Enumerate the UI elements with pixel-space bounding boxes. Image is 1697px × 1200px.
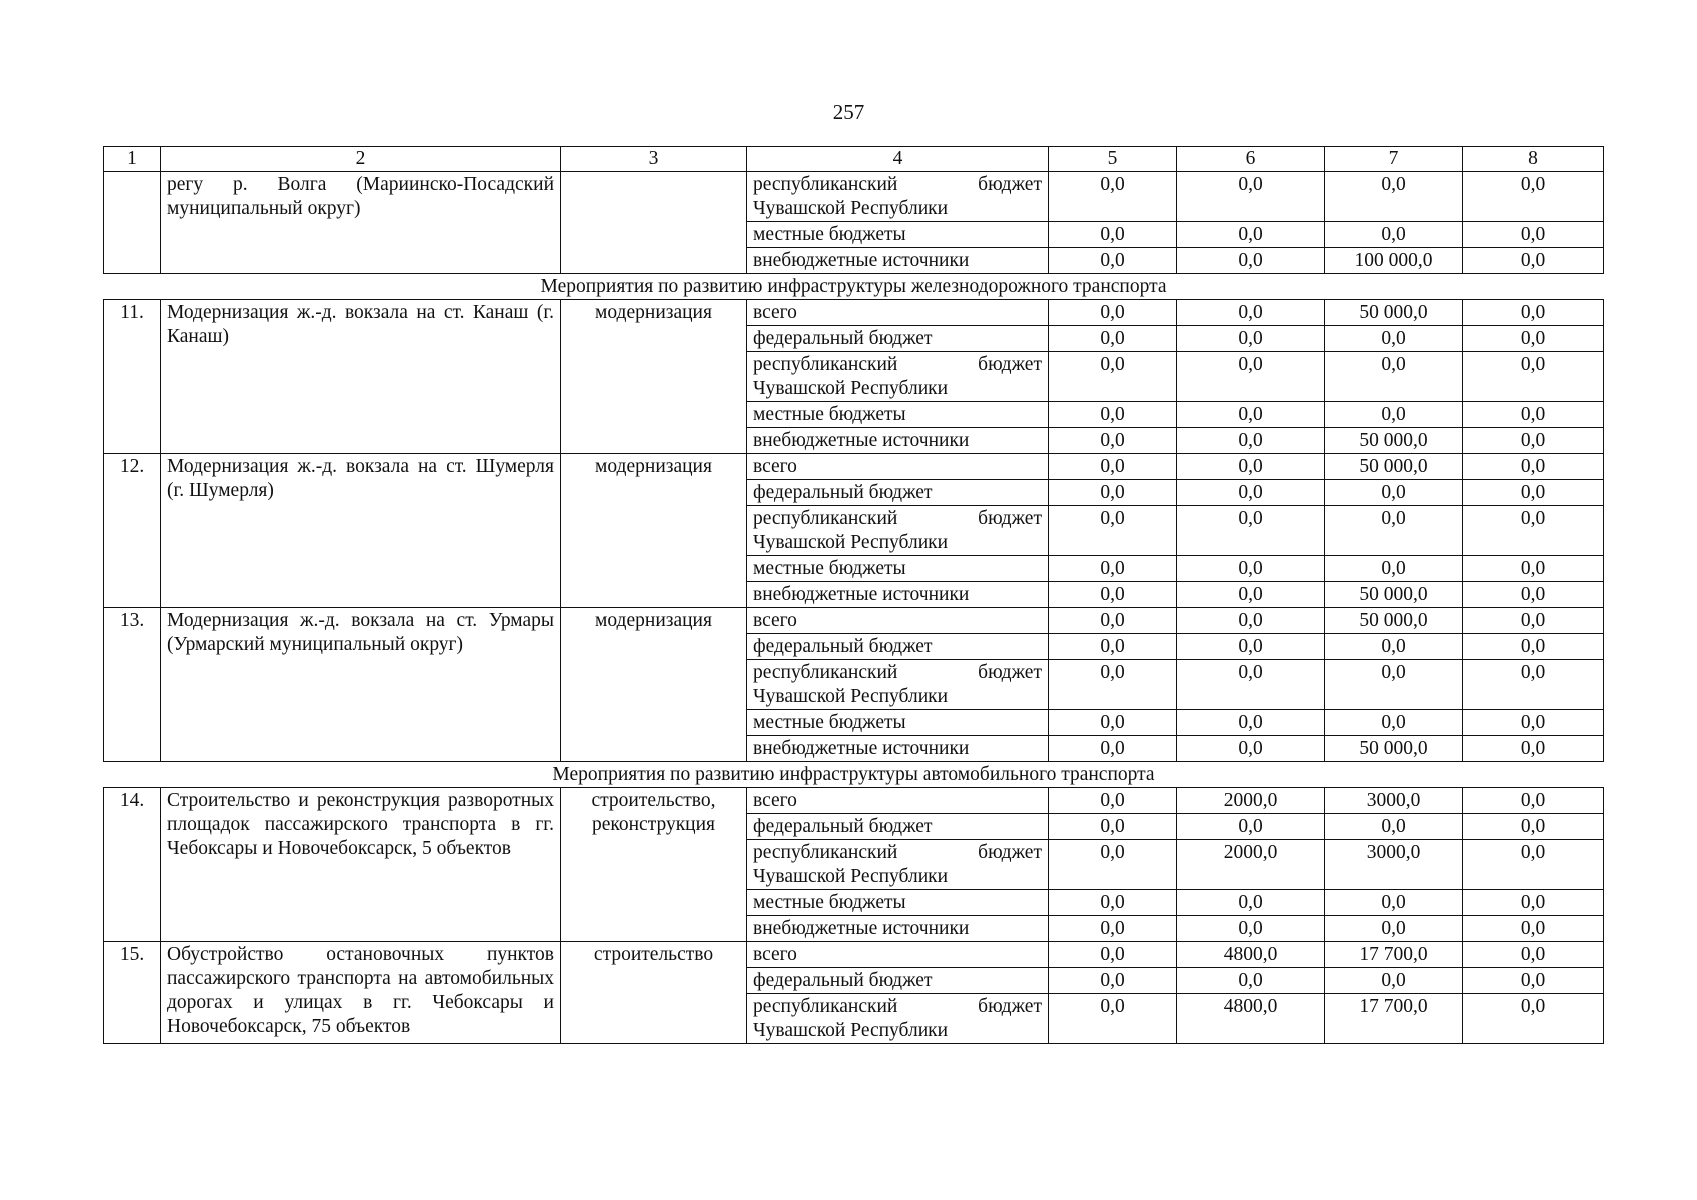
amount-cell-c7: 17 700,0 — [1325, 942, 1463, 968]
funding-source-cell — [747, 506, 1049, 556]
amount-cell-c7: 0,0 — [1325, 660, 1463, 710]
item-number: 12. — [104, 454, 161, 608]
amount-cell-c6: 0,0 — [1177, 660, 1325, 710]
amount-cell-c5: 0,0 — [1049, 480, 1177, 506]
funding-source-cell — [747, 840, 1049, 890]
amount-cell-c8: 0,0 — [1463, 454, 1604, 480]
amount-cell-c7: 0,0 — [1325, 968, 1463, 994]
section-heading-road-row — [104, 762, 1604, 788]
amount-cell-c6: 0,0 — [1177, 402, 1325, 428]
amount-cell-c7: 17 700,0 — [1325, 994, 1463, 1044]
funding-source-cell — [747, 582, 1049, 608]
amount-cell-c8: 0,0 — [1463, 736, 1604, 762]
work-type: модернизация — [561, 454, 747, 608]
funding-source-cell — [747, 890, 1049, 916]
amount-cell-c5: 0,0 — [1049, 608, 1177, 634]
amount-cell-c5: 0,0 — [1049, 942, 1177, 968]
amount-cell-c6: 4800,0 — [1177, 994, 1325, 1044]
amount-cell-c8: 0,0 — [1463, 506, 1604, 556]
amount-cell-c6: 0,0 — [1177, 222, 1325, 248]
amount-cell-c7: 50 000,0 — [1325, 300, 1463, 326]
column-header-1: 1 — [104, 147, 161, 172]
column-header-5: 5 — [1049, 147, 1177, 172]
amount-cell-c7: 100 000,0 — [1325, 248, 1463, 274]
item-name: Обустройство остановочных пунктов пассажирского транспорта на автомобильных дорогах и улицах в гг. Чебоксары и Новочебоксарск, 75 объектов — [161, 942, 561, 1044]
funding-source-label: федеральный бюджет — [753, 816, 933, 837]
funding-source-cell — [747, 736, 1049, 762]
amount-cell-c7: 0,0 — [1325, 402, 1463, 428]
amount-cell-c8: 0,0 — [1463, 788, 1604, 814]
funding-source-cell — [747, 454, 1049, 480]
amount-cell-c6: 2000,0 — [1177, 788, 1325, 814]
funding-source-cell — [747, 942, 1049, 968]
amount-cell-c5: 0,0 — [1049, 300, 1177, 326]
funding-source-label: местные бюджеты — [753, 404, 906, 425]
funding-source-line: Чувашской Республики — [753, 866, 949, 887]
table-row — [104, 608, 1604, 634]
funding-source-cell — [747, 300, 1049, 326]
amount-cell-c7: 0,0 — [1325, 480, 1463, 506]
table-row — [104, 942, 1604, 968]
amount-cell-c7: 0,0 — [1325, 814, 1463, 840]
amount-cell-c8: 0,0 — [1463, 480, 1604, 506]
funding-source-line: республиканский бюджет — [753, 508, 1042, 529]
amount-cell-c5: 0,0 — [1049, 402, 1177, 428]
amount-cell-c6: 0,0 — [1177, 248, 1325, 274]
column-header-6: 6 — [1177, 147, 1325, 172]
amount-cell-c5: 0,0 — [1049, 326, 1177, 352]
amount-cell-c5: 0,0 — [1049, 352, 1177, 402]
amount-cell-c8: 0,0 — [1463, 968, 1604, 994]
budget-table — [103, 146, 1604, 1044]
amount-cell-c5: 0,0 — [1049, 710, 1177, 736]
amount-cell-c8: 0,0 — [1463, 402, 1604, 428]
funding-source-label: внебюджетные источники — [753, 250, 970, 271]
amount-cell-c8: 0,0 — [1463, 660, 1604, 710]
amount-cell-c6: 0,0 — [1177, 454, 1325, 480]
funding-source-label: внебюджетные источники — [753, 738, 970, 759]
amount-cell-c6: 0,0 — [1177, 172, 1325, 222]
amount-cell-c6: 0,0 — [1177, 890, 1325, 916]
amount-cell-c6: 0,0 — [1177, 814, 1325, 840]
funding-source-cell — [747, 172, 1049, 222]
item-number: 13. — [104, 608, 161, 762]
amount-cell-c6: 0,0 — [1177, 968, 1325, 994]
amount-cell-c8: 0,0 — [1463, 556, 1604, 582]
amount-cell-c6: 0,0 — [1177, 480, 1325, 506]
amount-cell-c8: 0,0 — [1463, 634, 1604, 660]
amount-cell-c7: 0,0 — [1325, 352, 1463, 402]
column-header-2: 2 — [161, 147, 561, 172]
funding-source-label: местные бюджеты — [753, 224, 906, 245]
amount-cell-c5: 0,0 — [1049, 994, 1177, 1044]
work-type: строительство, реконструкция — [561, 788, 747, 942]
amount-cell-c8: 0,0 — [1463, 890, 1604, 916]
funding-source-line: республиканский бюджет — [753, 354, 1042, 375]
amount-cell-c8: 0,0 — [1463, 222, 1604, 248]
amount-cell-c8: 0,0 — [1463, 248, 1604, 274]
funding-source-line: Чувашской Республики — [753, 198, 949, 219]
item-name-line: регу р. Волга (Мариинско-Посадский — [167, 174, 554, 195]
amount-cell-c6: 0,0 — [1177, 506, 1325, 556]
funding-source-label: внебюджетные источники — [753, 918, 970, 939]
item-number: 14. — [104, 788, 161, 942]
item-name-line: муниципальный округ) — [167, 198, 361, 219]
funding-source-cell — [747, 222, 1049, 248]
amount-cell-c5: 0,0 — [1049, 248, 1177, 274]
amount-cell-c5: 0,0 — [1049, 814, 1177, 840]
amount-cell-c6: 0,0 — [1177, 634, 1325, 660]
amount-cell-c5: 0,0 — [1049, 890, 1177, 916]
amount-cell-c8: 0,0 — [1463, 428, 1604, 454]
table-row — [104, 454, 1604, 480]
item-name-cell — [161, 172, 561, 274]
work-type: модернизация — [561, 300, 747, 454]
funding-source-label: всего — [753, 944, 797, 965]
funding-source-cell — [747, 248, 1049, 274]
amount-cell-c7: 50 000,0 — [1325, 454, 1463, 480]
amount-cell-c6: 0,0 — [1177, 608, 1325, 634]
funding-source-label: внебюджетные источники — [753, 584, 970, 605]
item-name: Модернизация ж.-д. вокзала на ст. Канаш (г. Канаш) — [161, 300, 561, 454]
amount-cell-c8: 0,0 — [1463, 814, 1604, 840]
amount-cell-c8: 0,0 — [1463, 352, 1604, 402]
amount-cell-c8: 0,0 — [1463, 172, 1604, 222]
funding-source-cell — [747, 814, 1049, 840]
amount-cell-c8: 0,0 — [1463, 608, 1604, 634]
column-header-7: 7 — [1325, 147, 1463, 172]
amount-cell-c7: 0,0 — [1325, 710, 1463, 736]
funding-source-label: всего — [753, 456, 797, 477]
amount-cell-c7: 0,0 — [1325, 222, 1463, 248]
funding-source-line: Чувашской Республики — [753, 686, 949, 707]
amount-cell-c7: 0,0 — [1325, 172, 1463, 222]
amount-cell-c5: 0,0 — [1049, 582, 1177, 608]
work-type-cell — [561, 172, 747, 274]
amount-cell-c8: 0,0 — [1463, 994, 1604, 1044]
funding-source-label: внебюджетные источники — [753, 430, 970, 451]
table-row — [104, 788, 1604, 814]
amount-cell-c6: 0,0 — [1177, 710, 1325, 736]
amount-cell-c6: 0,0 — [1177, 428, 1325, 454]
item-name: Модернизация ж.-д. вокзала на ст. Шумерля (г. Шумерля) — [161, 454, 561, 608]
funding-source-label: местные бюджеты — [753, 892, 906, 913]
amount-cell-c7: 0,0 — [1325, 890, 1463, 916]
funding-source-label: всего — [753, 302, 797, 323]
continuation-row — [104, 172, 1604, 222]
amount-cell-c7: 0,0 — [1325, 634, 1463, 660]
page-number: 257 — [832, 100, 865, 124]
funding-source-label: всего — [753, 790, 797, 811]
column-number-header-row — [104, 147, 1604, 172]
funding-source-line: республиканский бюджет — [753, 174, 1042, 195]
amount-cell-c5: 0,0 — [1049, 736, 1177, 762]
amount-cell-c7: 50 000,0 — [1325, 608, 1463, 634]
funding-source-label: местные бюджеты — [753, 558, 906, 579]
section-heading-railway: Мероприятия по развитию инфраструктуры железнодорожного транспорта — [104, 274, 1604, 300]
item-number: 11. — [104, 300, 161, 454]
amount-cell-c5: 0,0 — [1049, 556, 1177, 582]
funding-source-cell — [747, 608, 1049, 634]
amount-cell-c7: 3000,0 — [1325, 840, 1463, 890]
funding-source-cell — [747, 660, 1049, 710]
funding-source-label: местные бюджеты — [753, 712, 906, 733]
work-type: строительство — [561, 942, 747, 1044]
amount-cell-c8: 0,0 — [1463, 710, 1604, 736]
amount-cell-c6: 0,0 — [1177, 352, 1325, 402]
funding-source-line: республиканский бюджет — [753, 842, 1042, 863]
table-row — [104, 300, 1604, 326]
amount-cell-c5: 0,0 — [1049, 634, 1177, 660]
funding-source-line: Чувашской Республики — [753, 1020, 949, 1041]
funding-source-label: федеральный бюджет — [753, 970, 933, 991]
amount-cell-c7: 0,0 — [1325, 916, 1463, 942]
funding-source-cell — [747, 968, 1049, 994]
amount-cell-c6: 0,0 — [1177, 300, 1325, 326]
funding-source-label: федеральный бюджет — [753, 328, 933, 349]
amount-cell-c7: 3000,0 — [1325, 788, 1463, 814]
funding-source-label: всего — [753, 610, 797, 631]
amount-cell-c5: 0,0 — [1049, 660, 1177, 710]
amount-cell-c6: 0,0 — [1177, 326, 1325, 352]
amount-cell-c6: 0,0 — [1177, 916, 1325, 942]
item-name: Строительство и реконструкция разворотных площадок пассажирского транспорта в гг. Чебоксары и Новочебоксарск, 5 объектов — [161, 788, 561, 942]
item-number: 15. — [104, 942, 161, 1044]
item-number-cell — [104, 172, 161, 274]
funding-source-cell — [747, 402, 1049, 428]
amount-cell-c5: 0,0 — [1049, 788, 1177, 814]
amount-cell-c7: 0,0 — [1325, 506, 1463, 556]
amount-cell-c8: 0,0 — [1463, 840, 1604, 890]
funding-source-cell — [747, 428, 1049, 454]
amount-cell-c5: 0,0 — [1049, 454, 1177, 480]
funding-source-line: республиканский бюджет — [753, 662, 1042, 683]
amount-cell-c5: 0,0 — [1049, 968, 1177, 994]
amount-cell-c8: 0,0 — [1463, 300, 1604, 326]
funding-source-cell — [747, 326, 1049, 352]
funding-source-cell — [747, 480, 1049, 506]
amount-cell-c6: 4800,0 — [1177, 942, 1325, 968]
funding-source-cell — [747, 634, 1049, 660]
amount-cell-c5: 0,0 — [1049, 428, 1177, 454]
amount-cell-c8: 0,0 — [1463, 582, 1604, 608]
amount-cell-c7: 50 000,0 — [1325, 736, 1463, 762]
amount-cell-c7: 50 000,0 — [1325, 428, 1463, 454]
funding-source-line: Чувашской Республики — [753, 532, 949, 553]
table-body — [104, 147, 1604, 1044]
work-type: модернизация — [561, 608, 747, 762]
funding-source-cell — [747, 710, 1049, 736]
funding-source-line: Чувашской Республики — [753, 378, 949, 399]
amount-cell-c6: 0,0 — [1177, 736, 1325, 762]
amount-cell-c7: 0,0 — [1325, 556, 1463, 582]
funding-source-cell — [747, 352, 1049, 402]
funding-source-label: федеральный бюджет — [753, 482, 933, 503]
amount-cell-c5: 0,0 — [1049, 840, 1177, 890]
amount-cell-c8: 0,0 — [1463, 326, 1604, 352]
amount-cell-c8: 0,0 — [1463, 942, 1604, 968]
funding-source-cell — [747, 556, 1049, 582]
funding-source-cell — [747, 916, 1049, 942]
amount-cell-c5: 0,0 — [1049, 172, 1177, 222]
funding-source-line: республиканский бюджет — [753, 996, 1042, 1017]
amount-cell-c8: 0,0 — [1463, 916, 1604, 942]
amount-cell-c6: 0,0 — [1177, 582, 1325, 608]
funding-source-cell — [747, 994, 1049, 1044]
column-header-3: 3 — [561, 147, 747, 172]
funding-source-cell — [747, 788, 1049, 814]
column-header-8: 8 — [1463, 147, 1604, 172]
section-heading-road: Мероприятия по развитию инфраструктуры автомобильного транспорта — [104, 762, 1604, 788]
section-heading-railway-row — [104, 274, 1604, 300]
funding-source-label: федеральный бюджет — [753, 636, 933, 657]
amount-cell-c6: 0,0 — [1177, 556, 1325, 582]
amount-cell-c6: 2000,0 — [1177, 840, 1325, 890]
amount-cell-c7: 0,0 — [1325, 326, 1463, 352]
column-header-4: 4 — [747, 147, 1049, 172]
amount-cell-c5: 0,0 — [1049, 506, 1177, 556]
amount-cell-c7: 50 000,0 — [1325, 582, 1463, 608]
item-name: Модернизация ж.-д. вокзала на ст. Урмары (Урмарский муниципальный округ) — [161, 608, 561, 762]
amount-cell-c5: 0,0 — [1049, 916, 1177, 942]
amount-cell-c5: 0,0 — [1049, 222, 1177, 248]
